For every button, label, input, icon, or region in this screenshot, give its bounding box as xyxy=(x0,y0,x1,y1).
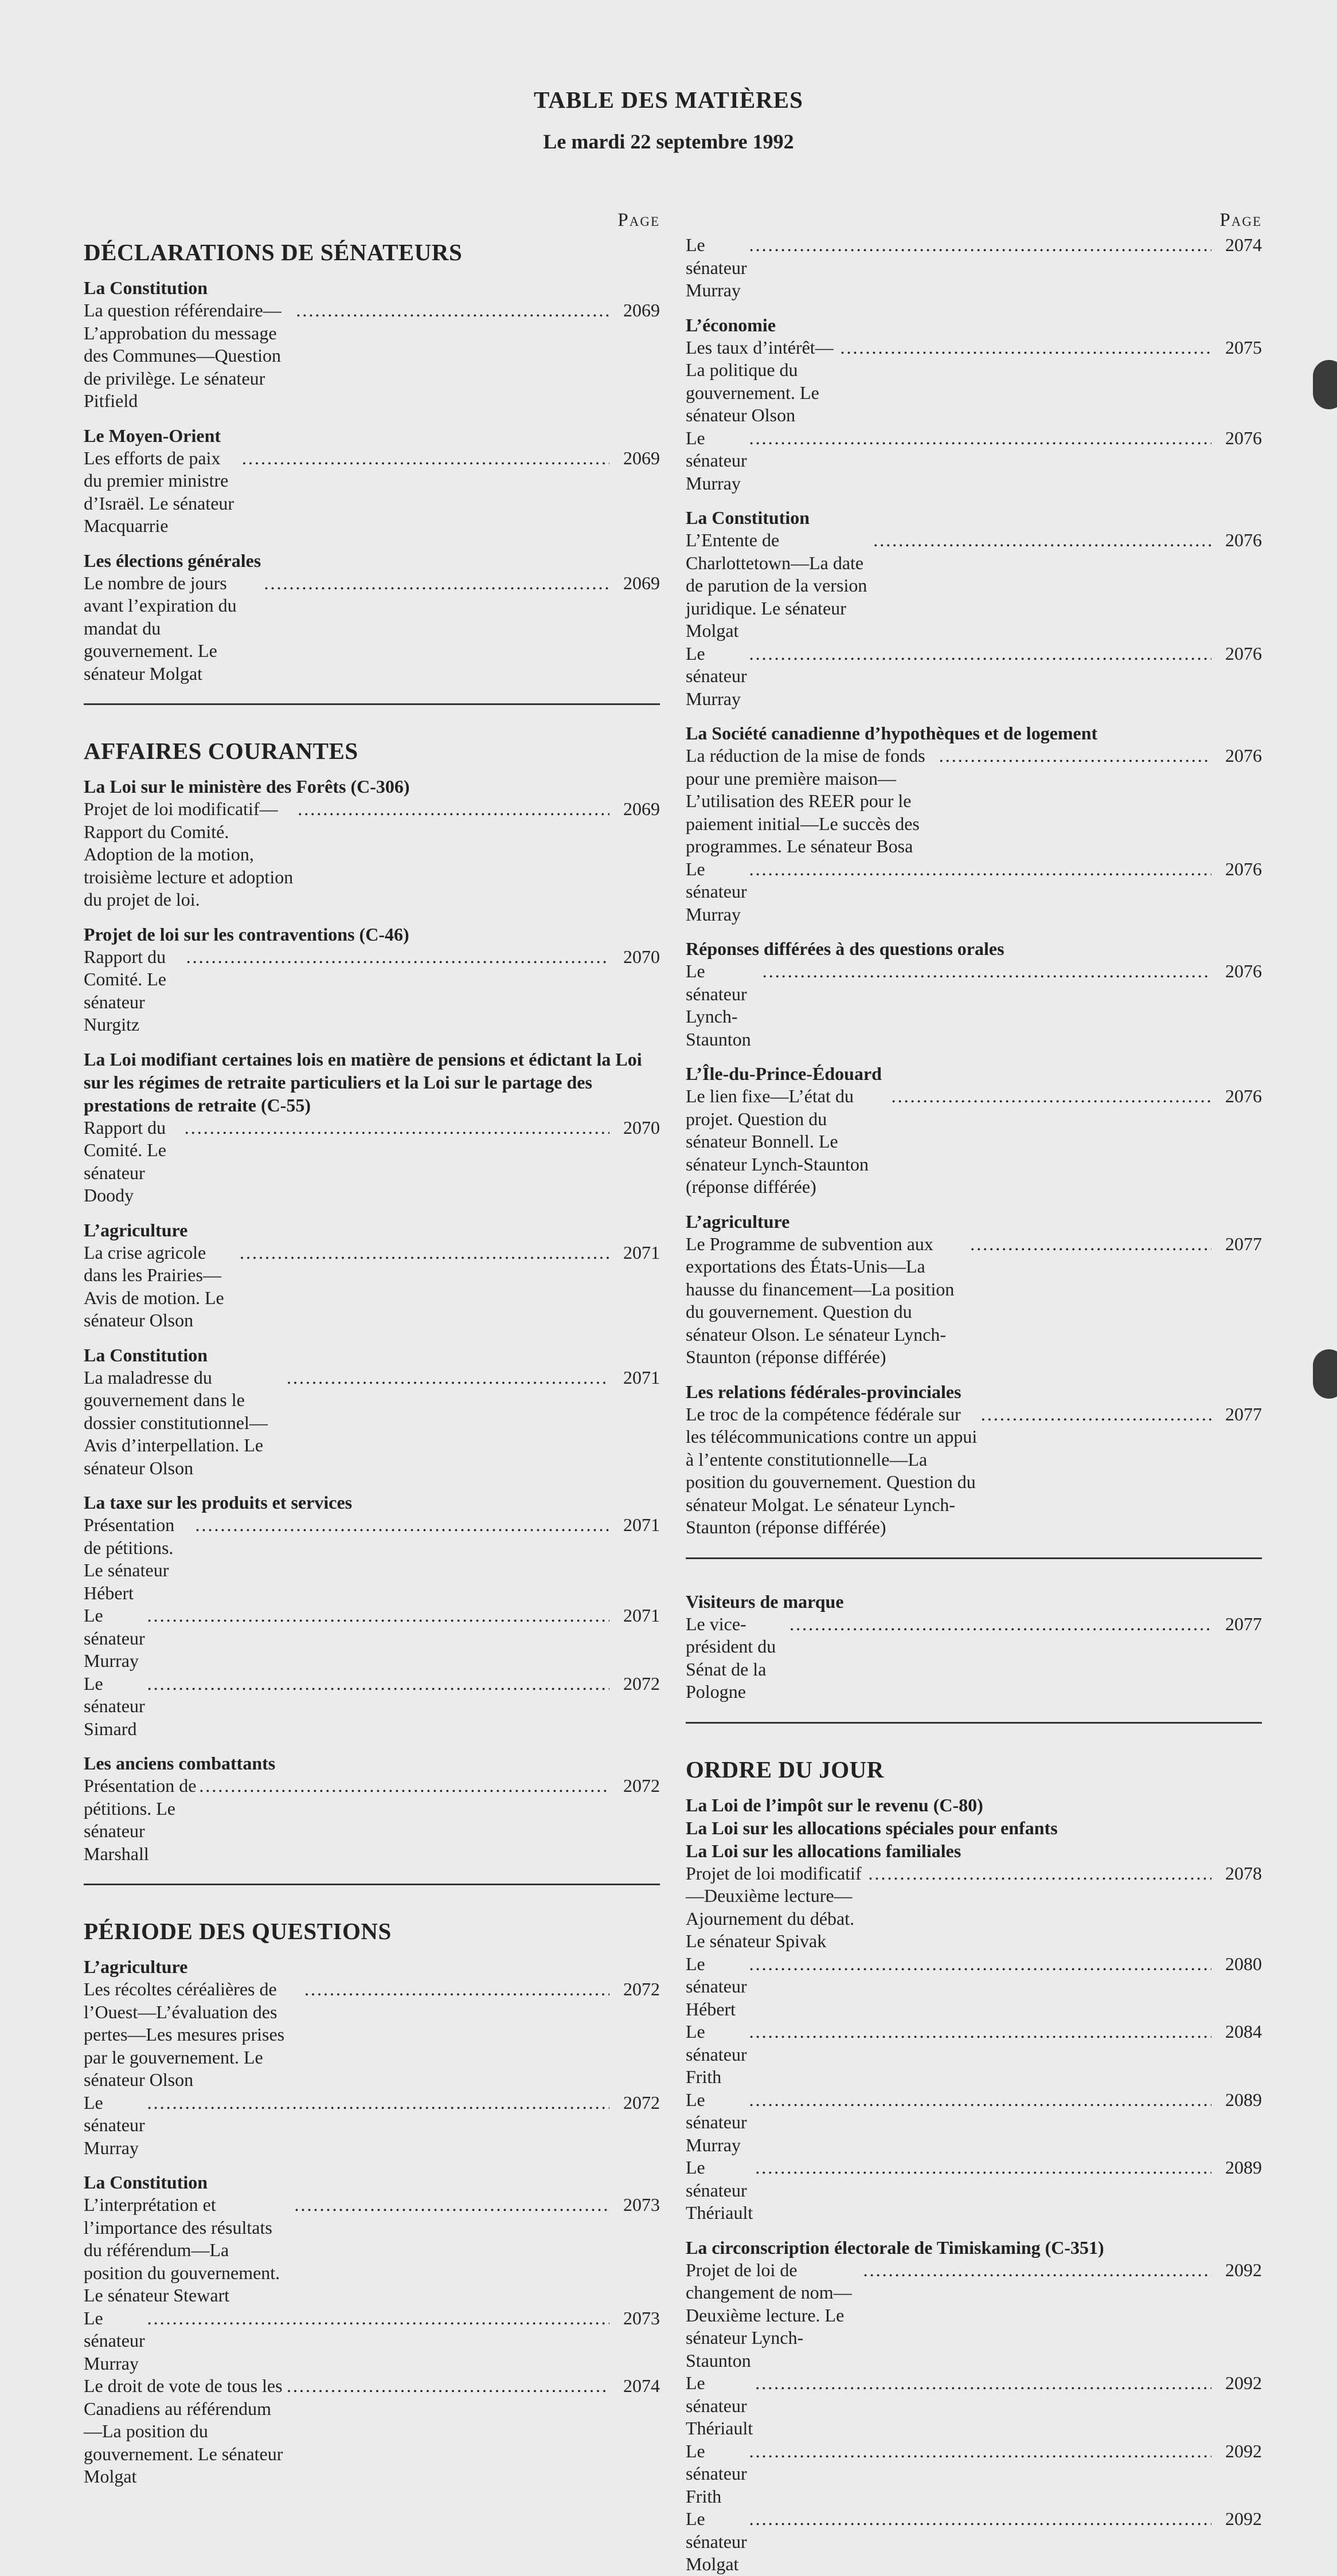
leader-dots xyxy=(863,2259,1211,2282)
toc-page-number: 2092 xyxy=(1225,2508,1262,2529)
page-date: Le mardi 22 septembre 1992 xyxy=(543,130,794,153)
toc-entry xyxy=(686,2259,1262,2373)
toc-subject: La Constitution xyxy=(84,1344,208,1365)
toc-subject: La Constitution xyxy=(84,277,208,298)
leader-dots xyxy=(749,427,1211,450)
leader-dots xyxy=(763,960,1211,983)
toc-entry-text: Le Programme de subvention aux exportations des États-Unis—La hausse du financement—La position du gouvernement. Question du sénateur Olson. Le sénateur Lynch-Staunton (réponse différée) xyxy=(686,1233,955,1367)
leader-dots xyxy=(199,1775,609,1798)
leader-dots xyxy=(749,2440,1211,2463)
leader-dots xyxy=(147,1604,609,1627)
toc-subject: Visiteurs de marque xyxy=(686,1591,844,1612)
toc-entry-text: Le sénateur Murray xyxy=(686,234,747,300)
toc-entry xyxy=(686,2440,1262,2508)
page-column-label: Page xyxy=(1219,210,1262,230)
toc-entry-text: Le sénateur Murray xyxy=(686,2089,747,2155)
toc-subject: L’économie xyxy=(686,314,776,335)
toc-entry xyxy=(84,1775,660,1865)
toc-entry xyxy=(686,1403,1262,1539)
toc-subject: La Loi de l’impôt sur le revenu (C-80) La Loi sur les allocations spéciales pour enfants La Loi sur les allocations familiales xyxy=(686,1794,1058,1861)
toc-entry xyxy=(686,745,1262,858)
binding-hole-marker xyxy=(1313,360,1337,409)
toc-entry xyxy=(84,946,660,1036)
toc-entry-text: Projet de loi modificatif—Rapport du Comité. Adoption de la motion, troisième lecture et adoption du projet de loi. xyxy=(84,798,294,910)
toc-entry-text: Le vice-président du Sénat de la Pologne xyxy=(686,1613,776,1702)
toc-page-number: 2072 xyxy=(623,1673,660,1694)
section-heading: ORDRE DU JOUR xyxy=(686,1756,884,1783)
leader-dots xyxy=(749,234,1211,257)
toc-entry xyxy=(686,2156,1262,2225)
toc-entry-text: Le sénateur Murray xyxy=(686,427,747,494)
section-divider xyxy=(84,703,660,705)
toc-entry xyxy=(84,2194,660,2307)
toc-page-number: 2076 xyxy=(1225,530,1262,550)
toc-page-number: 2074 xyxy=(1225,234,1262,255)
toc-entry-text: Le sénateur Murray xyxy=(686,643,747,709)
section-divider xyxy=(686,1557,1262,1559)
toc-entry xyxy=(84,299,660,413)
toc-entry xyxy=(686,643,1262,711)
toc-page-number: 2069 xyxy=(623,798,660,819)
toc-entry xyxy=(686,336,1262,427)
toc-page-number: 2072 xyxy=(623,1979,660,1999)
toc-subject: La Loi modifiant certaines lois en matière de pensions et édictant la Loi sur les régimes de retraite particuliers et la Loi sur le partage des prestations de retraite (C-55) xyxy=(84,1048,642,1115)
leader-dots xyxy=(147,2307,609,2330)
toc-subject: La circonscription électorale de Timiskaming (C-351) xyxy=(686,2237,1104,2258)
leader-dots xyxy=(892,1085,1211,1108)
toc-entry-text: Les récoltes céréalières de l’Ouest—L’évaluation des pertes—Les mesures prises par le gouvernement. Le sénateur Olson xyxy=(84,1979,285,2090)
toc-entry-text: L’Entente de Charlottetown—La date de parution de la version juridique. Le sénateur Molgat xyxy=(686,530,867,641)
toc-entry-text: Le sénateur Molgat xyxy=(686,2508,747,2574)
toc-entry-text: La réduction de la mise de fonds pour une première maison—L’utilisation des REER pour le paiement initial—Le succès des programmes. Le sénateur Bosa xyxy=(686,745,925,856)
section-heading: AFFAIRES COURANTES xyxy=(84,738,358,764)
section-heading: DÉCLARATIONS DE SÉNATEURS xyxy=(84,239,463,265)
toc-entry-text: La question référendaire—L’approbation du message des Communes—Question de privilège. Le sénateur Pitfield xyxy=(84,300,282,411)
toc-entry-text: Le sénateur Murray xyxy=(84,2307,145,2374)
toc-entry xyxy=(84,1604,660,1673)
leader-dots xyxy=(295,2194,609,2217)
page-title: TABLE DES MATIÈRES xyxy=(534,87,803,113)
leader-dots xyxy=(789,1613,1211,1636)
toc-entry-text: Projet de loi de changement de nom—Deuxième lecture. Le sénateur Lynch-Staunton xyxy=(686,2259,852,2371)
toc-entry xyxy=(686,858,1262,926)
toc-page-number: 2069 xyxy=(623,572,660,593)
leader-dots xyxy=(970,1233,1211,1256)
toc-entry-text: Les taux d’intérêt—La politique du gouvernement. Le sénateur Olson xyxy=(686,336,834,425)
toc-page-number: 2078 xyxy=(1225,1862,1262,1884)
toc-entry-text: Le sénateur Murray xyxy=(84,2092,145,2158)
toc-entry xyxy=(686,1233,1262,1369)
toc-page-number: 2089 xyxy=(1225,2089,1262,2110)
toc-entry xyxy=(686,234,1262,302)
toc-subject: Le Moyen-Orient xyxy=(84,425,221,446)
toc-page-number: 2073 xyxy=(623,2194,660,2215)
leader-dots xyxy=(242,447,609,470)
toc-entry xyxy=(686,2508,1262,2576)
left-column xyxy=(84,206,660,2488)
toc-subject: L’Île-du-Prince-Édouard xyxy=(686,1063,882,1084)
toc-page-number: 2092 xyxy=(1225,2373,1262,2393)
leader-dots xyxy=(939,745,1211,768)
toc-entry-text: Le sénateur Frith xyxy=(686,2440,747,2507)
toc-entry xyxy=(84,2092,660,2160)
toc-entry-text: Le nombre de jours avant l’expiration du mandat du gouvernement. Le sénateur Molgat xyxy=(84,572,237,684)
leader-dots xyxy=(749,1953,1211,1976)
toc-entry xyxy=(686,1613,1262,1704)
toc-page-number: 2069 xyxy=(623,300,660,320)
leader-dots xyxy=(840,336,1212,359)
toc-page-number: 2076 xyxy=(1225,427,1262,448)
toc-subject: Projet de loi sur les contraventions (C-46) xyxy=(84,923,409,945)
toc-page-number: 2072 xyxy=(623,1775,660,1796)
toc-entry-text: Rapport du Comité. Le sénateur Doody xyxy=(84,1117,166,1205)
toc-entry xyxy=(84,447,660,538)
leader-dots xyxy=(749,858,1211,881)
leader-dots xyxy=(147,2092,609,2115)
toc-page-number: 2071 xyxy=(623,1367,660,1388)
toc-page-number: 2077 xyxy=(1225,1233,1262,1254)
toc-page-number: 2071 xyxy=(623,1242,660,1263)
toc-page-number: 2076 xyxy=(1225,1086,1262,1106)
toc-subject: La Constitution xyxy=(686,507,810,528)
toc-entry xyxy=(84,2375,660,2488)
toc-entry xyxy=(84,1117,660,1207)
toc-entry xyxy=(686,529,1262,643)
toc-entry-text: Présentation de pétitions. Le sénateur Hébert xyxy=(84,1514,175,1603)
toc-page-number: 2070 xyxy=(623,946,660,967)
toc-page-number: 2076 xyxy=(1225,745,1262,766)
toc-entry-text: Le sénateur Hébert xyxy=(686,1953,747,2019)
toc-entry xyxy=(84,798,660,911)
toc-entry xyxy=(84,1367,660,1480)
toc-page-number: 2084 xyxy=(1225,2021,1262,2042)
toc-entry-text: Le sénateur Frith xyxy=(686,2021,747,2087)
toc-subject: L’agriculture xyxy=(84,1956,188,1977)
toc-page-number: 2076 xyxy=(1225,643,1262,664)
section-divider xyxy=(686,1722,1262,1724)
toc-page-number: 2071 xyxy=(623,1514,660,1535)
toc-page-number: 2089 xyxy=(1225,2157,1262,2178)
leader-dots xyxy=(186,946,609,969)
toc-entry xyxy=(84,572,660,686)
leader-dots xyxy=(147,1673,609,1696)
toc-entry xyxy=(84,1242,660,1332)
toc-entry xyxy=(84,1978,660,2092)
section-heading: PÉRIODE DES QUESTIONS xyxy=(84,1918,392,1944)
toc-page-number: 2069 xyxy=(623,447,660,468)
toc-subject: La Loi sur le ministère des Forêts (C-306) xyxy=(84,776,410,797)
toc-entry xyxy=(686,2089,1262,2157)
leader-dots xyxy=(749,643,1211,665)
toc-entry-text: La crise agricole dans les Prairies—Avis de motion. Le sénateur Olson xyxy=(84,1242,224,1330)
toc-entry-text: Le sénateur Murray xyxy=(84,1605,145,1671)
toc-entry xyxy=(686,1953,1262,2021)
toc-page-number: 2080 xyxy=(1225,1953,1262,1974)
toc-subject: La taxe sur les produits et services xyxy=(84,1492,353,1513)
leader-dots xyxy=(869,1862,1212,1885)
leader-dots xyxy=(195,1514,609,1537)
toc-entry xyxy=(686,2021,1262,2089)
leader-dots xyxy=(287,1367,609,1389)
toc-page-number: 2076 xyxy=(1225,961,1262,981)
toc-page-number: 2077 xyxy=(1225,1613,1262,1634)
leader-dots xyxy=(755,2372,1211,2395)
toc-subject: Les relations fédérales-provinciales xyxy=(686,1381,961,1402)
toc-entry-text: Le sénateur Lynch-Staunton xyxy=(686,961,751,1050)
leader-dots xyxy=(873,529,1211,552)
toc-entry-text: Les efforts de paix du premier ministre d’Israël. Le sénateur Macquarrie xyxy=(84,447,234,536)
toc-page-number: 2073 xyxy=(623,2307,660,2328)
leader-dots xyxy=(240,1242,609,1264)
toc-entry-text: Le sénateur Murray xyxy=(686,858,747,925)
toc-entry xyxy=(686,1085,1262,1199)
toc-entry-text: Le lien fixe—L’état du projet. Question du sénateur Bonnell. Le sénateur Lynch-Staunton (réponse différée) xyxy=(686,1086,869,1197)
toc-entry xyxy=(84,2307,660,2375)
leader-dots xyxy=(981,1403,1211,1426)
toc-page-number: 2070 xyxy=(623,1117,660,1138)
toc-subject: Réponses différées à des questions orales xyxy=(686,938,1004,959)
leader-dots xyxy=(749,2021,1211,2043)
toc-entry xyxy=(686,1862,1262,1953)
leader-dots xyxy=(185,1117,609,1140)
toc-subject: L’agriculture xyxy=(84,1219,188,1240)
toc-entry xyxy=(84,1673,660,1741)
toc-page-number: 2076 xyxy=(1225,858,1262,879)
toc-entry xyxy=(84,1514,660,1604)
toc-subject: Les anciens combattants xyxy=(84,1753,276,1774)
toc-entry-text: La maladresse du gouvernement dans le dossier constitutionnel—Avis d’interpellation. Le sénateur Olson xyxy=(84,1367,268,1478)
toc-entry-text: Le sénateur Simard xyxy=(84,1673,145,1739)
section-divider xyxy=(84,1884,660,1885)
leader-dots xyxy=(304,1978,609,2001)
toc-entry-text: Présentation de pétitions. Le sénateur Marshall xyxy=(84,1775,197,1864)
toc-page-number: 2074 xyxy=(623,2375,660,2396)
leader-dots xyxy=(749,2508,1211,2531)
leader-dots xyxy=(296,299,609,322)
toc-entry-text: Le sénateur Thériault xyxy=(686,2157,753,2223)
leader-dots xyxy=(287,2375,609,2398)
leader-dots xyxy=(755,2156,1211,2179)
page-column-label: Page xyxy=(617,210,660,230)
toc-entry-text: Projet de loi modificatif—Deuxième lecture—Ajournement du débat. Le sénateur Spivak xyxy=(686,1862,862,1951)
toc-subject: Les élections générales xyxy=(84,550,261,571)
toc-entry-text: Rapport du Comité. Le sénateur Nurgitz xyxy=(84,946,166,1035)
toc-entry-text: Le sénateur Thériault xyxy=(686,2373,753,2438)
toc-entry-text: Le troc de la compétence fédérale sur les télécommunications contre un appui à l’entente constitutionnelle—La position du gouvernement. Question du sénateur Molgat. Le sénateur Lynch-Staunton (réponse différée) xyxy=(686,1403,978,1537)
toc-entry xyxy=(686,427,1262,495)
leader-dots xyxy=(264,572,609,595)
right-column xyxy=(686,206,1262,2576)
binding-hole-marker xyxy=(1313,1349,1337,1399)
toc-page-number: 2072 xyxy=(623,2092,660,2113)
toc-subject: La Constitution xyxy=(84,2172,208,2193)
leader-dots xyxy=(749,2089,1211,2112)
toc-subject: La Société canadienne d’hypothèques et de logement xyxy=(686,723,1098,743)
leader-dots xyxy=(298,798,609,821)
toc-page-number: 2075 xyxy=(1225,336,1262,358)
toc-entry-text: L’interprétation et l’importance des résultats du référendum—La position du gouvernement. Le sénateur Stewart xyxy=(84,2194,280,2305)
toc-subject: L’agriculture xyxy=(686,1211,790,1232)
toc-entry-text: Le droit de vote de tous les Canadiens au référendum—La position du gouvernement. Le sénateur Molgat xyxy=(84,2375,283,2487)
toc-page-number: 2092 xyxy=(1225,2259,1262,2280)
toc-entry xyxy=(686,2372,1262,2440)
toc-page-number: 2092 xyxy=(1225,2440,1262,2461)
toc-page-number: 2071 xyxy=(623,1605,660,1626)
toc-entry xyxy=(686,960,1262,1051)
toc-page-number: 2077 xyxy=(1225,1403,1262,1424)
